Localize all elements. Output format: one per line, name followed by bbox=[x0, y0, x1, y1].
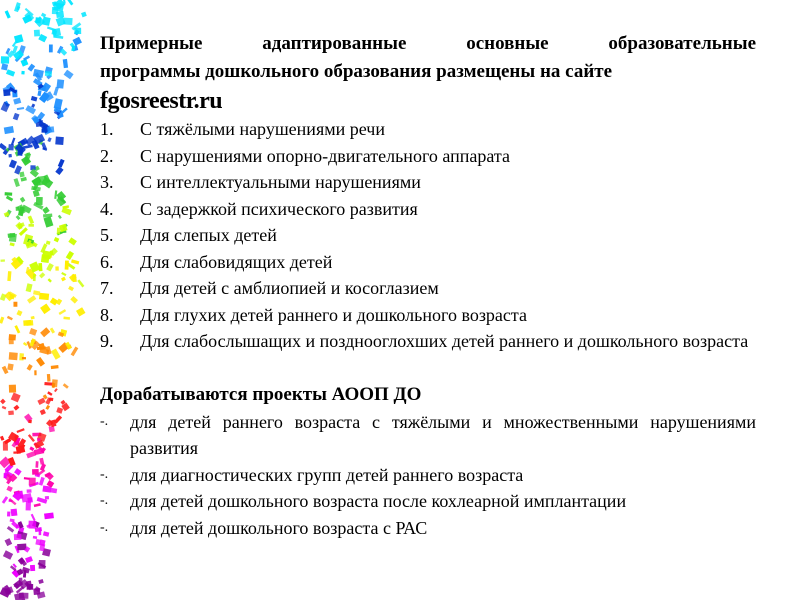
list-item bbox=[100, 143, 756, 170]
intro-line-2: программы дошкольного образования размещены на сайте bbox=[100, 61, 613, 82]
item-number: 4. bbox=[100, 198, 114, 219]
list-item bbox=[100, 462, 756, 489]
dash-bullet-icon: -. bbox=[100, 519, 109, 535]
item-number: 5. bbox=[100, 225, 114, 245]
list-item bbox=[100, 515, 756, 542]
dash-bullet-icon: -. bbox=[100, 466, 109, 482]
list-item bbox=[100, 169, 756, 196]
spacer bbox=[100, 355, 756, 381]
list-item bbox=[100, 328, 756, 355]
item-text: С нарушениями опорно-двигательного аппарата bbox=[140, 145, 510, 166]
item-text: для диагностических групп детей раннего возраста bbox=[130, 464, 524, 485]
item-text: для детей раннего возраста с тяжёлыми и множественными нарушениями развития bbox=[130, 411, 756, 458]
item-text: Для детей с амблиопией и косоглазием bbox=[140, 278, 439, 298]
list-item bbox=[100, 488, 756, 515]
item-text: для детей дошкольного возраста после кохлеарной имплантации bbox=[130, 491, 627, 511]
list-item bbox=[100, 409, 756, 462]
dash-bullet-icon: -. bbox=[100, 493, 109, 508]
item-text: Для глухих детей раннего и дошкольного возраста bbox=[140, 304, 527, 325]
confetti-decoration bbox=[0, 0, 90, 600]
intro-text bbox=[100, 30, 756, 86]
site-link[interactable]: fgosreestr.ru bbox=[100, 88, 223, 114]
item-number: 7. bbox=[100, 278, 114, 298]
intro-line-1: Примерные адаптированные основные образовательные bbox=[100, 33, 756, 54]
list-item bbox=[100, 196, 756, 223]
item-number: 3. bbox=[100, 172, 114, 192]
item-number: 9. bbox=[100, 331, 114, 351]
dash-bullet-icon: -. bbox=[100, 413, 109, 429]
slide-content bbox=[100, 30, 756, 541]
item-text: С тяжёлыми нарушениями речи bbox=[140, 119, 385, 139]
list-item bbox=[100, 249, 756, 276]
item-text: Для слабослышащих и позднооглохших детей раннего и дошкольного возраста bbox=[140, 331, 749, 351]
item-text: С интеллектуальными нарушениями bbox=[140, 172, 421, 192]
list-item bbox=[100, 222, 756, 249]
item-number: 1. bbox=[100, 119, 114, 139]
drafts-heading: Дорабатываются проекты АООП ДО bbox=[100, 383, 422, 405]
item-text: С задержкой психического развития bbox=[140, 198, 418, 219]
item-text: Для слабовидящих детей bbox=[140, 251, 333, 272]
item-text: Для слепых детей bbox=[140, 225, 277, 245]
list-item bbox=[100, 116, 756, 143]
drafts-list bbox=[100, 409, 756, 542]
item-number: 6. bbox=[100, 251, 114, 272]
list-item bbox=[100, 275, 756, 302]
programs-list bbox=[100, 116, 756, 355]
item-text: для детей дошкольного возраста с РАС bbox=[130, 517, 428, 538]
list-item bbox=[100, 302, 756, 329]
item-number: 2. bbox=[100, 145, 114, 166]
item-number: 8. bbox=[100, 304, 114, 325]
